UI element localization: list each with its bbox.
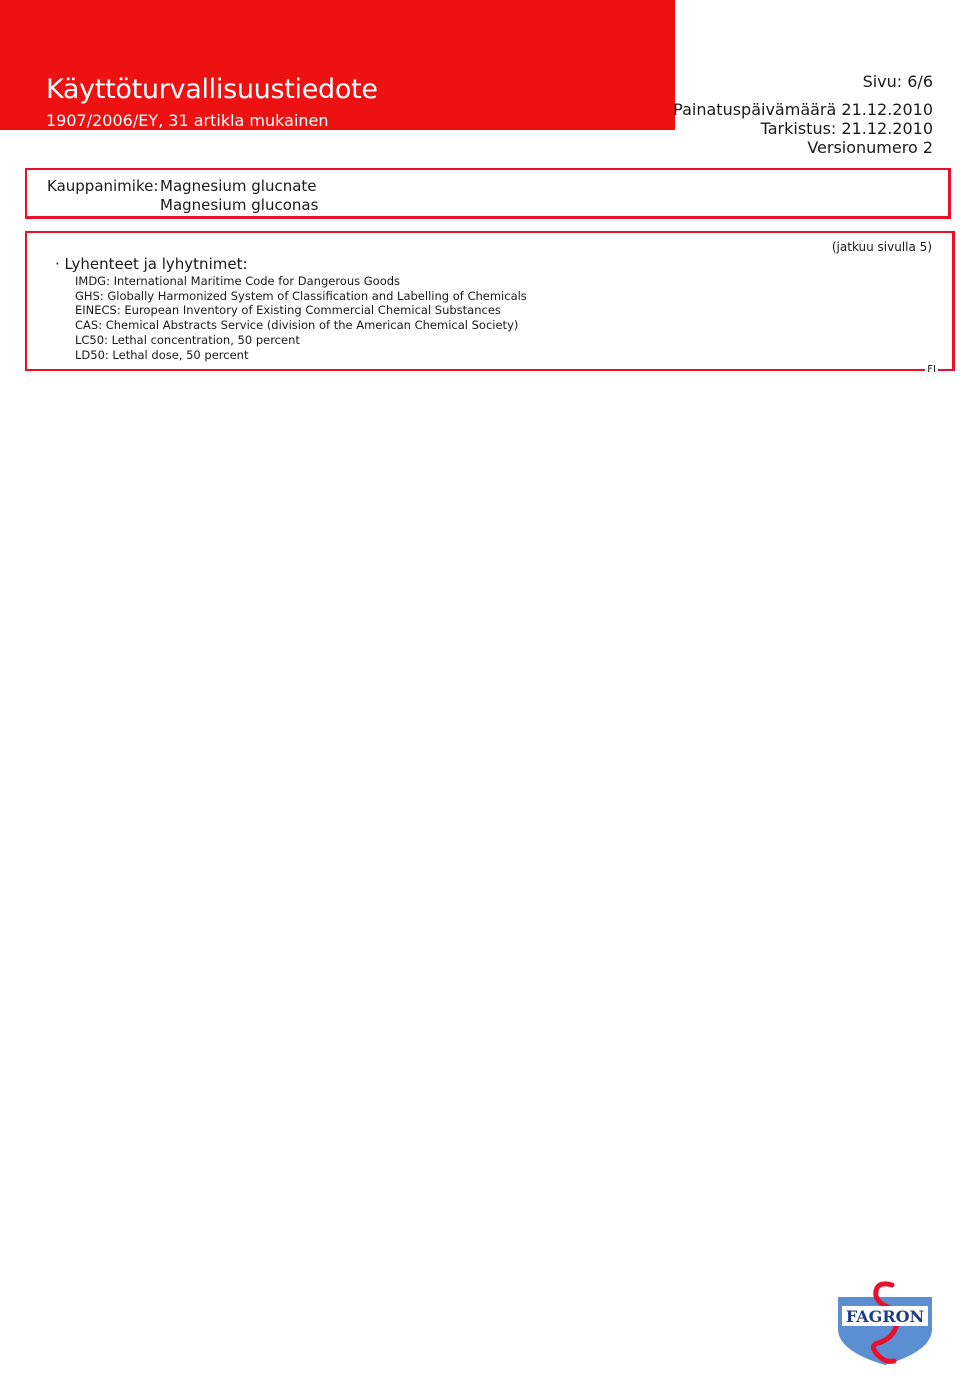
abbreviation-list <box>75 274 527 362</box>
list-item: LD50: Lethal dose, 50 percent <box>75 347 249 362</box>
page-number: Sivu: 6/6 <box>862 72 933 91</box>
document-title: Käyttöturvallisuustiedote <box>46 74 378 105</box>
version-number: Versionumero 2 <box>807 138 933 157</box>
list-item: GHS: Globally Harmonized System of Classification and Labelling of Chemicals <box>75 288 527 303</box>
document-subtitle: 1907/2006/EY, 31 artikla mukainen <box>46 111 329 130</box>
continued-note: (jatkuu sivulla 5) <box>831 240 932 254</box>
list-item: IMDG: International Maritime Code for Dangerous Goods <box>75 274 401 288</box>
logo-text: FAGRON <box>845 1307 925 1326</box>
abbreviations-section <box>25 231 955 375</box>
list-item: EINECS: European Inventory of Existing Commercial Chemical Substances <box>75 303 501 318</box>
print-date: Painatuspäivämäärä 21.12.2010 <box>673 100 933 119</box>
trade-name-line: Magnesium glucnate <box>160 177 317 195</box>
trade-name-box <box>25 168 951 219</box>
trade-name-label: Kauppanimike: <box>47 177 159 195</box>
trade-name-line: Magnesium gluconas <box>160 196 319 214</box>
list-item: CAS: Chemical Abstracts Service (division of the American Chemical Society) <box>75 318 519 333</box>
trade-name-values <box>160 177 318 215</box>
fagron-logo <box>836 1279 934 1367</box>
list-item: LC50: Lethal concentration, 50 percent <box>75 332 300 347</box>
section-heading: · Lyhenteet ja lyhytnimet: <box>55 255 248 273</box>
language-code: FI <box>927 364 936 375</box>
revision-date: Tarkistus: 21.12.2010 <box>760 119 933 138</box>
document-meta <box>673 72 933 157</box>
